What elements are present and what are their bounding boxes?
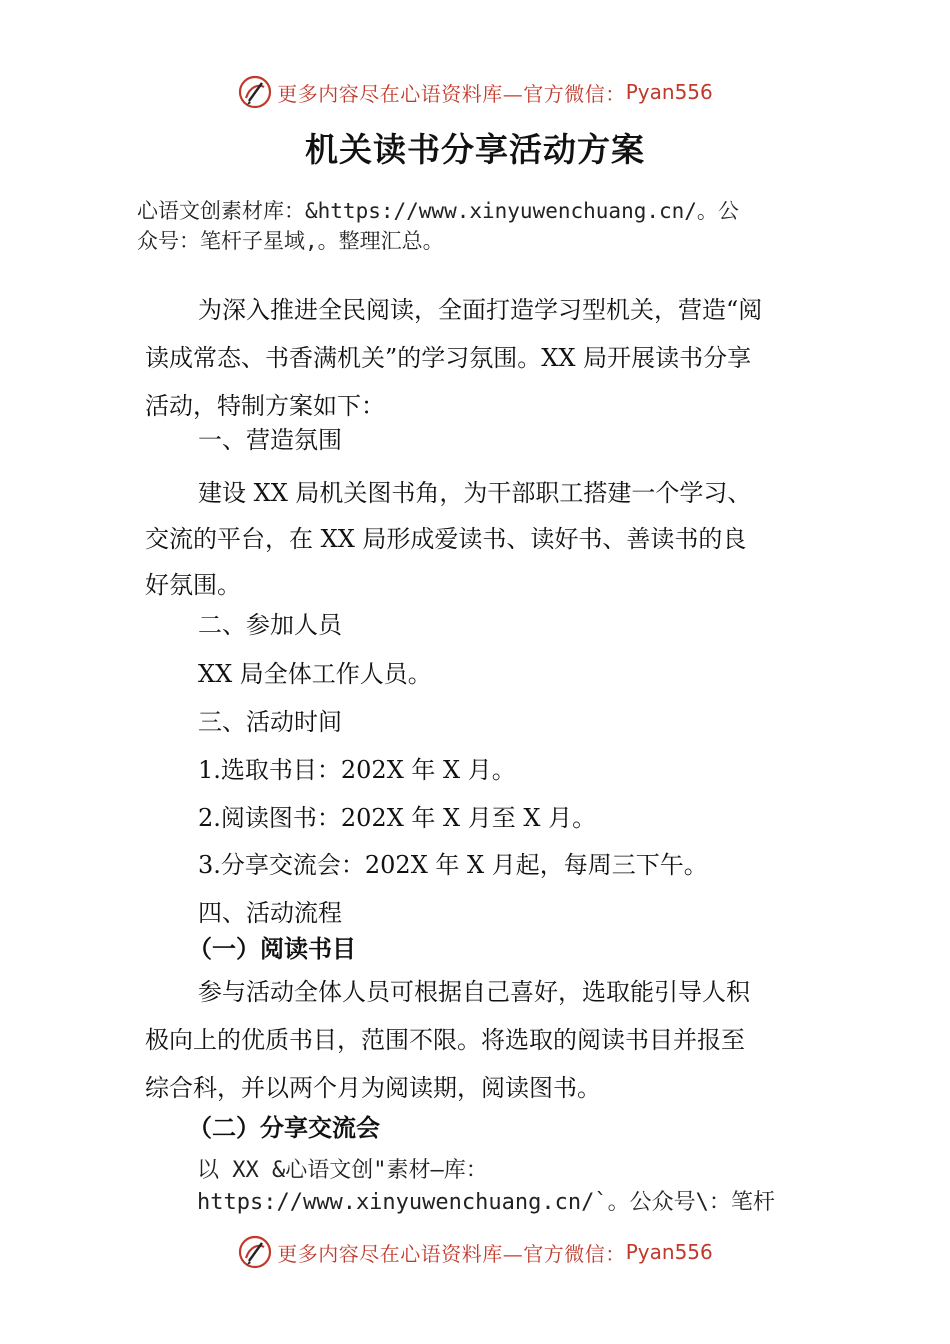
section1-paragraph (145, 470, 751, 608)
section-heading: 一、营造氛围 (198, 426, 342, 454)
section2-text: XX 局全体工作人员。 (198, 660, 432, 688)
footer-watermark-banner (0, 1232, 950, 1272)
intro-paragraph (145, 286, 762, 430)
paragraph-line: 活动，特制方案如下： (145, 392, 385, 420)
list-item: 2.阅读图书：202X 年 X 月至 X 月。 (198, 804, 597, 832)
paragraph-line: 交流的平台，在 XX 局形成爱读书、读好书、善读书的良 (145, 525, 747, 553)
paragraph-line: 读成常态、书香满机关”的学习氛围。XX 局开展读书分享 (145, 344, 752, 372)
paragraph-line: 为深入推进全民阅读，全面打造学习型机关，营造“阅 (198, 296, 763, 324)
pen-swirl-logo-icon (237, 74, 273, 110)
banner-text: 更多内容尽在心语资料库—官方微信： (277, 81, 626, 106)
tail-paragraph (197, 1155, 775, 1219)
source-line: 众号：笔杆子星域,。整理汇总。 (137, 229, 444, 253)
list-item: 3.分享交流会：202X 年 X 月起，每周三下午。 (198, 851, 708, 879)
subsection-heading: （二）分享交流会 (188, 1114, 380, 1142)
section-heading: 二、参加人员 (198, 611, 342, 639)
subsection-heading: （一）阅读书目 (188, 935, 356, 963)
source-note (137, 196, 817, 256)
paragraph-line: 参与活动全体人员可根据自己喜好，选取能引导人积 (198, 978, 750, 1006)
section-heading: 三、活动时间 (198, 708, 342, 736)
list-item: 1.选取书目：202X 年 X 月。 (198, 756, 516, 784)
tail-line: 以 XX &心语文创"素材—库： (197, 1158, 488, 1183)
paragraph-line: 好氛围。 (145, 571, 241, 599)
sub1-paragraph (145, 968, 750, 1112)
paragraph-line: 极向上的优质书目，范围不限。将选取的阅读书目并报至 (145, 1026, 745, 1054)
banner-wechat-id: Pyan556 (625, 1240, 713, 1264)
paragraph-line: 建设 XX 局机关图书角，为干部职工搭建一个学习、 (198, 479, 752, 507)
tail-line: https://www.xinyuwenchuang.cn/`。公众号\：笔杆 (197, 1190, 775, 1215)
banner-text: 更多内容尽在心语资料库—官方微信： (277, 1241, 626, 1266)
header-watermark-banner (0, 72, 950, 112)
document-title: 机关读书分享活动方案 (305, 130, 645, 169)
section-heading: 四、活动流程 (198, 899, 342, 927)
paragraph-line: 综合科，并以两个月为阅读期，阅读图书。 (145, 1074, 601, 1102)
source-line: 心语文创素材库：&https://www.xinyuwenchuang.cn/。公 (137, 199, 739, 223)
pen-swirl-logo-icon (237, 1234, 273, 1270)
banner-wechat-id: Pyan556 (625, 80, 713, 104)
